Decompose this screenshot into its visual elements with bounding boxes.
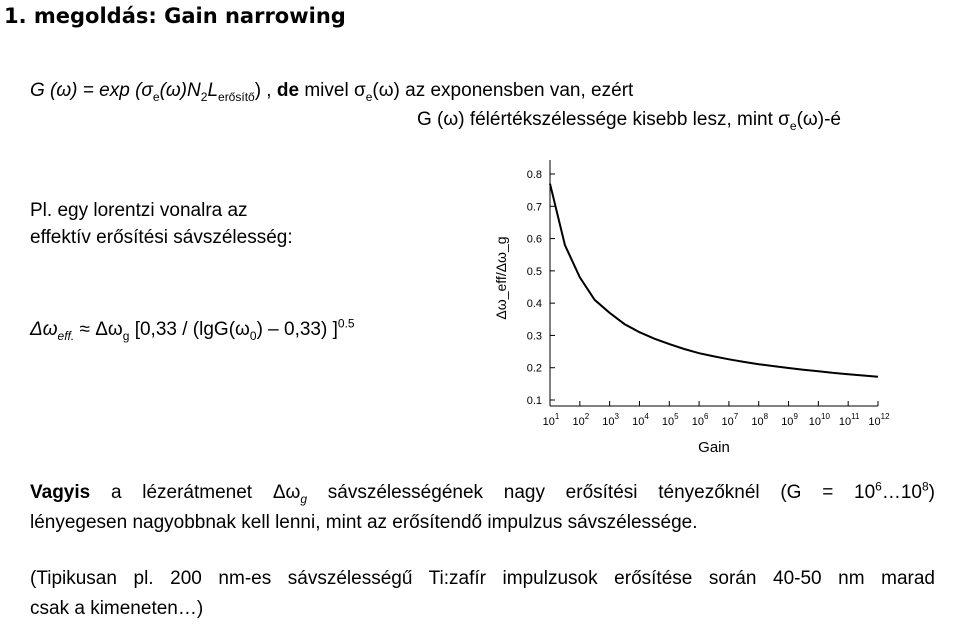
paragraph-typical-example [30,564,935,624]
x-tick-label: $10^{11}$ [838,412,860,428]
gain-bandwidth-chart [476,150,906,458]
slide-title: 1. megoldás: Gain narrowing [4,4,346,28]
y-tick-label: 0.7 [526,201,542,214]
delta-sub-eff: eff. [57,328,75,343]
y-axis-label: Δω_eff/Δω_g [493,236,509,320]
x-tick-label: $10^{12}$ [868,412,890,428]
x-tick-label: $10^8$ [751,412,769,428]
para1-bold: Vagyis [30,482,91,503]
formula2-tail: (ω)-é [796,109,841,130]
para1-sub-g: g [300,491,308,506]
para1-text3: …10 [881,482,922,503]
y-tick-label: 0.2 [526,362,542,375]
x-tick-label: $10^4$ [632,412,649,428]
formula2-text: G (ω) félértékszélessége kisebb lesz, mint σ [417,109,790,130]
bandwidth-formula [30,316,355,343]
delta-sup-exp: 0.5 [337,316,355,331]
x-tick-label: $10^7$ [721,412,739,428]
formula1-L: L [207,80,219,101]
para1-sup6: 6 [875,479,882,494]
delta-sub-0: 0 [249,328,257,343]
paragraph-conclusion [30,478,935,538]
formula1-sub-2: 2 [200,89,208,104]
y-tick-label: 0.1 [526,395,542,407]
para1-line1 [30,478,935,508]
delta-part3: [0,33 / (lgG(ω [129,319,250,340]
narrowing-statement [417,109,841,131]
para1-sup8: 8 [921,479,929,494]
para1-text2: sávszélességének nagy erősítési tényezőknél (G = 10 [307,482,876,503]
formula1-sub-erosito: erősítő [218,89,255,104]
example-text [30,197,293,251]
delta-part1: Δω [30,319,58,340]
formula1-mid: (ω)N [159,80,201,101]
example-line-2: effektív erősítési sávszélesség: [30,227,293,248]
x-tick-label: $10^6$ [691,412,709,428]
y-tick-label: 0.5 [526,265,542,278]
formula1-sub-e2: e [365,89,373,104]
para1-text4: ) [928,482,935,503]
formula1-rest2: (ω) az exponensben van, ezért [372,80,634,101]
para1-text1: a lézerátmenet Δω [90,482,301,503]
x-tick-label: $10^9$ [781,412,798,428]
formula1-sub-e1: e [152,89,160,104]
para2-line2: csak a kimeneten…) [30,598,204,619]
y-tick-label: 0.4 [526,298,542,311]
chart-series-line [550,184,878,377]
gain-formula [30,80,633,102]
x-tick-label: $10^{10}$ [808,412,830,428]
delta-sub-g: g [122,328,130,343]
para2-line1: (Tipikusan pl. 200 nm-es sávszélességű Ti:zafír impulzusok erősítése során 40-50 nm marad [30,568,935,589]
x-tick-label: $10^2$ [572,412,590,428]
example-line-1: Pl. egy lorentzi vonalra az [30,200,248,221]
formula1-close: ) , [254,80,272,101]
x-tick-label: $10^5$ [661,412,679,428]
y-tick-label: 0.3 [526,330,542,343]
x-tick-label: $10^1$ [542,412,560,428]
x-tick-label: $10^3$ [602,412,619,428]
delta-part2: ≈ Δω [74,319,123,340]
formula1-de: de [276,80,300,101]
y-tick-label: 0.8 [526,169,542,181]
y-tick-label: 0.6 [526,233,542,246]
x-axis-label: Gain [698,439,730,456]
formula2-sub-e: e [789,118,797,133]
formula1-lhs: G (ω) = exp (σ [30,80,153,101]
formula1-rest1: mivel σ [299,80,366,101]
para1-line2: lényegesen nagyobbnak kell lenni, mint az erősítendő impulzus sávszélessége. [30,512,698,533]
delta-part4: ) – 0,33) ] [256,319,338,340]
